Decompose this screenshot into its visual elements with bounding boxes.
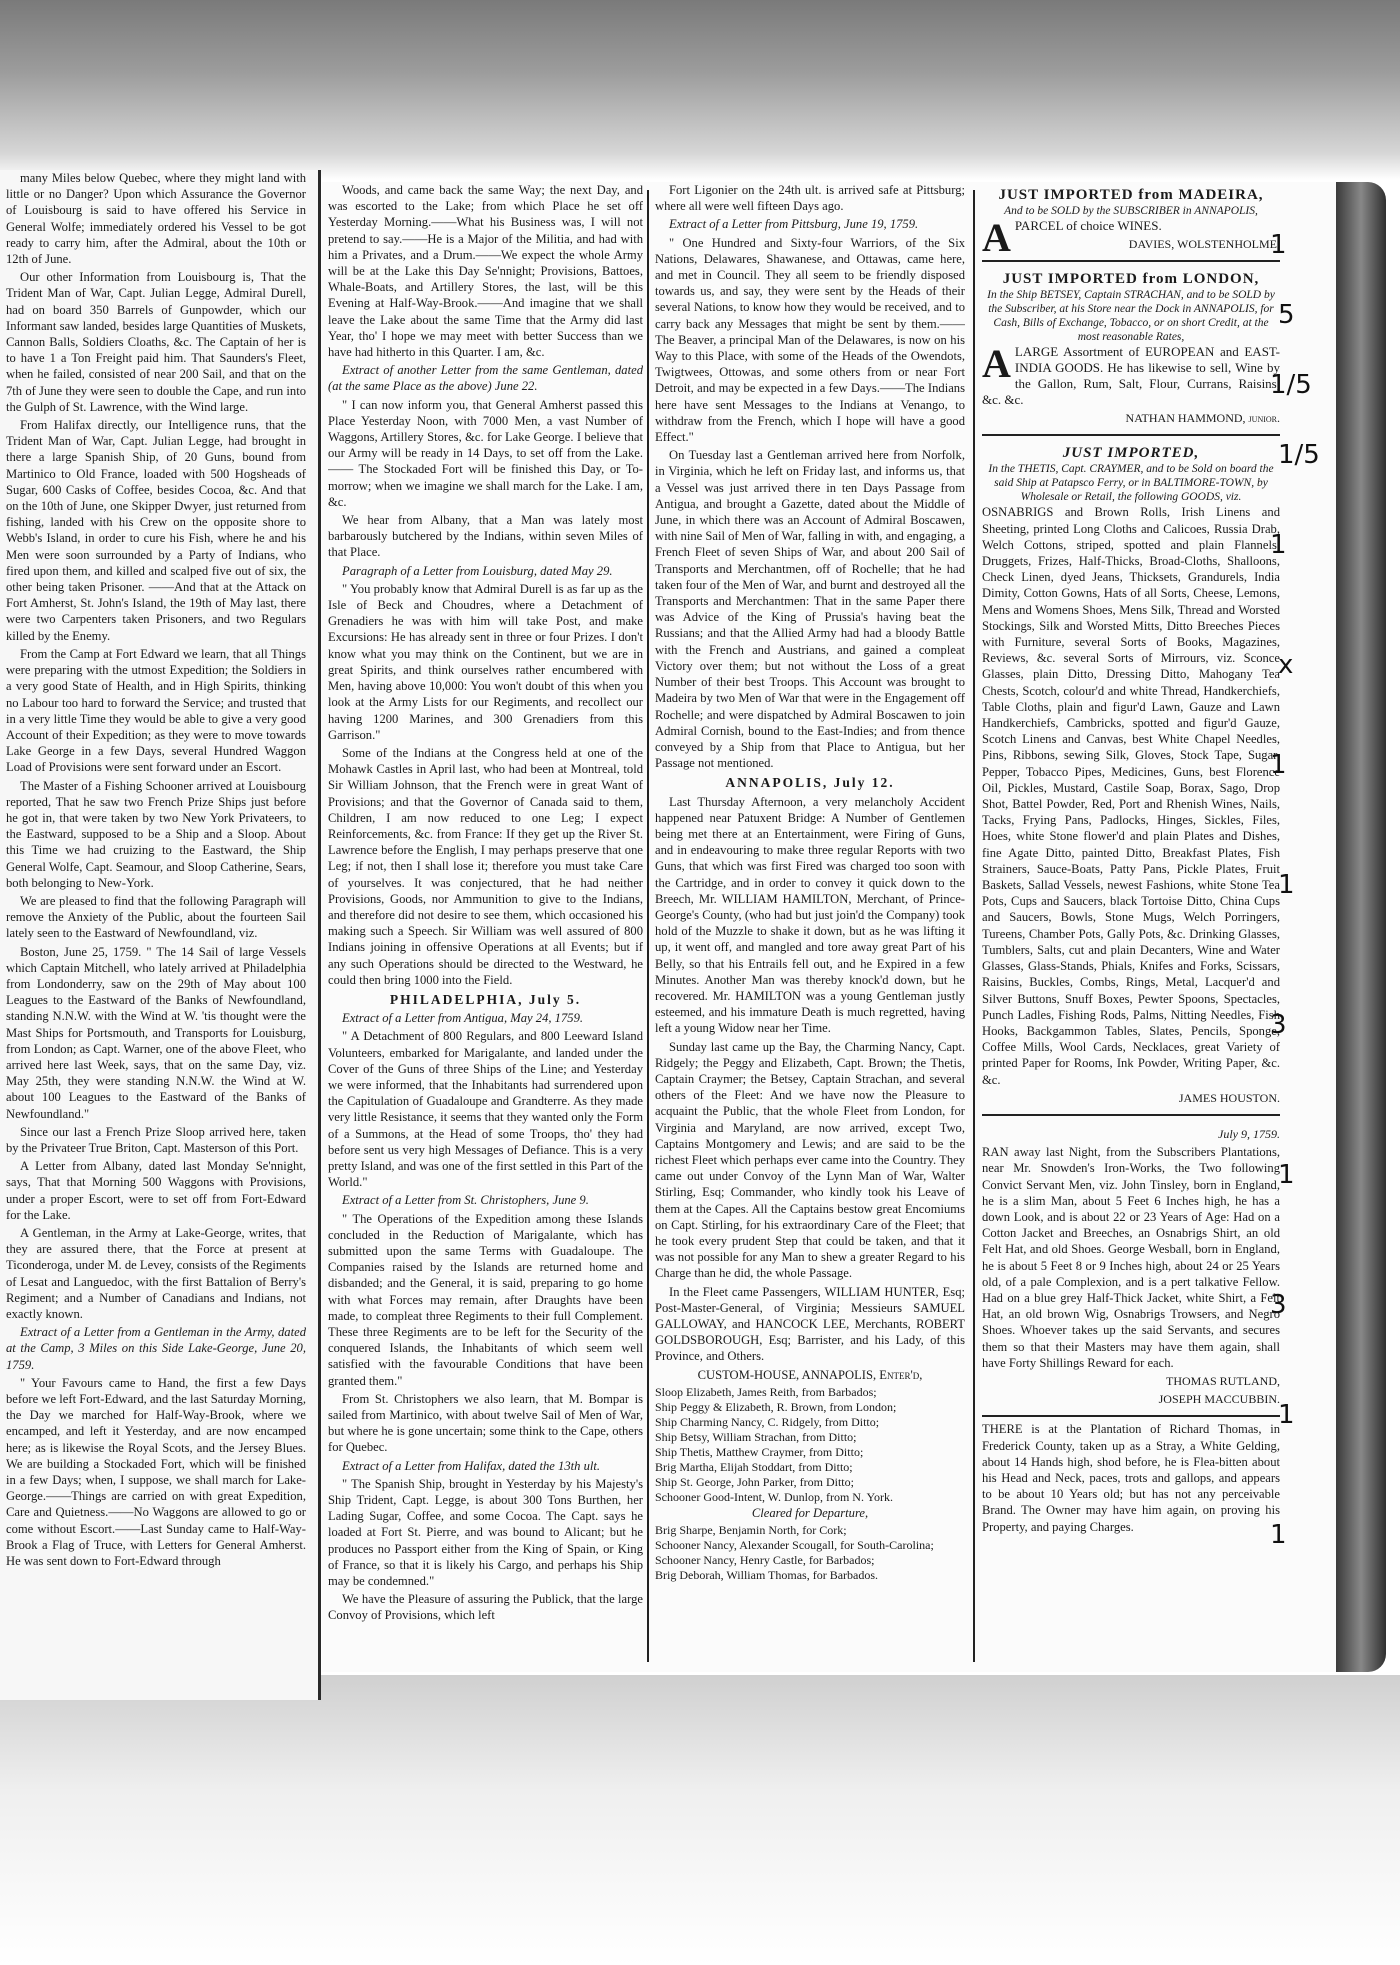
ad-signature: THOMAS RUTLAND,: [1166, 1373, 1280, 1388]
ship-entry: Schooner Good-Intent, W. Dunlop, from N. York.: [655, 1489, 893, 1504]
handwritten-margin-marks: [1270, 230, 1340, 1630]
margin-mark: 1: [1278, 1160, 1295, 1190]
news-paragraph: On Tuesday last a Gentleman arrived here from Norfolk, in Virginia, which he left on Friday last, and informs us, that a Vessel was just arrived there in ten Days Passage from Antigua, and brought a Gazette, dated about the Middle of June, in which there was an Account of Admiral Boscawen, with nine Sail of Men of War, falling in with, and engaging, a French Fleet of seven Ships of War, and about 200 Sail of Transports and Merchantmen, off of Rochelle; that he had taken four of the Men of War, and burnt and destroyed all the Transports and Merchantmen: That in the same Paper there was Advice of the King of Prussia's having beat the Russians; and that the Allied Army had had a bloody Battle with the French and Austrians, and gained a compleat Victory over them; but not without the Loss of a great Number of their best Troops. This Account was brought to Madeira by two Men of War that were in the Engagement off Rochelle; and were dispatched by Admiral Boscawen to join Admiral Cornish, bound to the East-Indies; and from thence conveyed by a Ship from that Place to Antigua, but her Passage not mentioned.: [655, 448, 965, 771]
news-paragraph: From the Camp at Fort Edward we learn, that all Things were preparing with the utmost Expedition; the Soldiers in a very good State of Health, and in High Spirits, thinking no Labour too hard to forward the Service; and trusted that in a very little Time they would be able to give a very good Account of their Expedition; as they were to move towards Lake George in a few Days, several Hundred Waggon Load of Provisions were sent forward under an Escort.: [6, 646, 306, 775]
ad-stray-gelding: [982, 1421, 1280, 1534]
margin-mark: 1/5: [1278, 440, 1320, 470]
news-paragraph: Extract of a Letter from Pittsburg, June 19, 1759.: [669, 217, 919, 232]
scanner-shadow-bottom: [0, 1675, 1400, 1965]
margin-mark: 1: [1278, 1400, 1295, 1430]
left-page: [0, 170, 321, 1700]
ship-entry: Ship Betsy, William Strachan, from Ditto;: [655, 1429, 857, 1444]
margin-mark: 1: [1270, 230, 1287, 260]
news-paragraph: " I can now inform you, that General Amherst passed this Place Yesterday Noon, with 7000 Men, a vast Number of Waggons, Artillery Stores, &c. for Lake George. I believe that our Army will be ready in 14 Days, to set off from the Lake.—— The Stockaded Fort will be finished this Day, or To-morrow; when we imagine we shall march for the Lake. I am, &c.: [328, 397, 643, 509]
news-paragraph: A Letter from Albany, dated last Monday Se'nnight, says, That that Morning 500 Waggons with Provisions, under a proper Escort, were to set off from Fort-Edward for the Lake.: [6, 1159, 306, 1222]
news-column-1: [328, 182, 643, 1672]
margin-mark: 1: [1270, 530, 1287, 560]
ship-entry: Ship Peggy & Elizabeth, R. Brown, from London;: [655, 1399, 897, 1414]
scanner-shadow-top: [0, 0, 1400, 180]
ad-london-goods: [982, 266, 1280, 436]
margin-mark: 5: [1278, 300, 1295, 330]
news-paragraph: Paragraph of a Letter from Louisburg, dated May 29.: [342, 563, 613, 578]
news-paragraph: " You probably know that Admiral Durell is as far up as the Isle of Beck and Choudres, where a Detachment of Grenadiers he was with him will take Post, and make Excursions: He has already sent in three or four Prizes. I don't know what you may think on the Continent, but we are in great Spirits, and think ourselves rather encumbered with Men, having above 10,000: You won't doubt of this when you look at the Army Lists for our Regiments, and recollect our having 1200 Marines, and 300 Grenadiers from this Garrison.": [328, 581, 643, 742]
news-paragraph: Since our last a French Prize Sloop arrived here, taken by the Privateer True Briton, Capt. Masterson of this Port.: [6, 1124, 306, 1155]
annapolis-heading: ANNAPOLIS, July 12.: [725, 775, 895, 791]
ship-entry: Sloop Elizabeth, James Reith, from Barbados;: [655, 1384, 877, 1399]
ad-body: OSNABRIGS and Brown Rolls, Irish Linens and Sheeting, printed Long Cloths and Calicoes, Russia Drab, Welch Cottons, striped, spotted and plain Flannels, Druggets, Frizes, Half-Thicks, Broad-Cloths, Shalloons, Check Linen, dyed Jeans, Thicksets, Grandurels, India Dimity, Cotton Gowns, Hats of all Sorts, Cheese, Lemons, Mens and Womens Shoes, Mens Silk, Thread and Worsted Stockings, Silk and Worsted Mitts, Ditto Breeches Pieces with Furniture, several Sorts of Books, Magazines, Reviews, &c. several Sorts of Mirrours, viz. Sconce Glasses, plain Ditto, Dressing Ditto, Mahogany Tea Chests, Scotch, colour'd and white Thread, Handkerchiefs, Table Cloths, plain and figur'd Lawn, Gauze and Lawn Handkerchiefs, Cambricks, spotted and figur'd Gauze, Scotch Linens and Canvas, best White Chapel Needles, Pins, Ribbons, sewing Silk, Gloves, Stock Tape, Sugar, Pepper, Tobacco Pipes, Medicines, Guns, best Florence Oil, Pickles, Mustard, Castile Soap, Borax, Sago, Drop Shot, Battel Powder, Red, Port and Rhenish Wines, Nails, Tacks, Frying Pans, Padlocks, Hinges, Sickles, Files, Hoes, white Stone flower'd and plain Plates and Dishes, fine Agate Ditto, painted Ditto, Breakfast Plates, Fish Strainers, Sauce-Boats, Patty Pans, Pickle Plates, Fruit Baskets, Sallad Vessels, newest Fashions, white Stone Tea Pots, Cups and Saucers, black Tortoise Ditto, China Cups and Saucers, Bowls, Stone Mugs, Welch Porringers, Tureens, Chamber Pots, Gally Pots, &c. Drinking Glasses, Tumblers, Salts, cut and plain Decanters, Wine and Water Glasses, Glass-Stands, Phials, Knifes and Forks, Scissars, Raisins, Buckles, Combs, Rings, Metal, Lacquer'd and Silver Buttons, Snuff Boxes, Pewter Spoons, Spectacles, Punch Ladles, Fishing Rods, Palms, Nitting Needles, Fish Hooks, Backgammon Tables, Slates, Pencils, Sponge, Coffee Mills, Wool Cards, Necklaces, great Variety of printed Paper for Rooms, Ink Powder, Writing Paper, &c. &c.: [982, 505, 1280, 1087]
ship-entry: Brig Martha, Elijah Stoddart, from Ditto;: [655, 1459, 853, 1474]
philadelphia-heading: PHILADELPHIA, July 5.: [389, 991, 582, 1007]
ad-date: July 9, 1759.: [1218, 1126, 1280, 1141]
advertisements-column: [982, 182, 1280, 1672]
news-paragraph: Extract of another Letter from the same Gentleman, dated (at the same Place as the above) June 22.: [328, 363, 643, 394]
news-paragraph: Our other Information from Louisbourg is, That the Trident Man of War, Capt. Julian Legge, Admiral Durell, had on board 350 Barrels of Gunpowder, which our Informant saw landed, besides large Quantities of Muskets, Cannon Balls, Soldiers Cloaths, &c. The Captain of her is to have 1 a Ton Freight paid him. That Saunders's Fleet, when he failed, consisted of near 200 Sail, and that on the 7th of June they were seen to double the Cape, and run into the Gulph of St. Lawrence, with the Wind large.: [6, 270, 306, 414]
ad-subheading: In the Ship BETSEY, Captain STRACHAN, and to be SOLD by the Subscriber, at his Store near the Dock in ANNAPOLIS, for Cash, Bills of Exchange, Tobacco, or on short Credit, at the most reasonable Rates,: [987, 289, 1275, 344]
news-paragraph: Extract of a Letter from Antigua, May 24, 1759.: [342, 1011, 584, 1026]
ship-cleared: Schooner Nancy, Alexander Scougall, for South-Carolina;: [655, 1538, 934, 1553]
ad-madeira-wines: [982, 182, 1280, 262]
news-paragraph: " The Spanish Ship, brought in Yesterday by his Majesty's Ship Trident, Capt. Legge, is about 300 Tons Burthen, her Lading Sugar, Coffee, and some Cocoa. The Capt. says he loaded at Fort St. Pierre, and was bound to Alicant; but he produces no Passport either from the King of Spain, or King of France, so that it is likely his Cargo, and perhaps his Ship may be condemned.": [328, 1476, 643, 1589]
news-paragraph: Last Thursday Afternoon, a very melancholy Accident happened near Patuxent Bridge: A Number of Gentlemen being met there at an Entertainment, were Firing of Guns, and in endeavouring to make three regular Reports with two Guns, that which was first Fired was charged too soon with the Cartridge, and in order to convey it quick down to the Breech, Mr. WILLIAM HAMILTON, Merchant, of Prince-George's County, (who had but just join'd the Company) took hold of the Muzzle to shake it down, but as he was lifting it up, it went off, and mangled and tore away great Part of his Belly, so that his Entrails fell out, and he Expired in a few Minutes. Another Man was thereby knock'd down, but he recovered. Mr. HAMILTON was a young Gentleman justly esteemed, and his immature Death is much regretted, having left a young Widow near her Time.: [655, 794, 965, 1036]
book-binding: [1336, 182, 1386, 1672]
margin-mark: 3: [1270, 1290, 1287, 1320]
news-paragraph: " The Operations of the Expedition among these Islands concluded in the Reduction of Marigalante, which has submitted upon the same Terms with Guadaloupe. The Companies raised by the Islands are returned home and disbanded; and the General, it is said, preparing to go home with what Forces may remain, after Draughts have been made, to compleat three Regiments to their full Complement. These three Regiments are to be left for the Security of the conquered Islands, the Inhabitants of which seem well satisfied with the favourable Conditions that have been granted them.": [328, 1211, 643, 1388]
left-page-column: [6, 170, 306, 1700]
news-column-2: [655, 182, 965, 1672]
news-paragraph: Extract of a Letter from Halifax, dated the 13th ult.: [342, 1458, 601, 1473]
news-paragraph: From St. Christophers we also learn, that M. Bompar is sailed from Martinico, with about twelve Sail of Men of War, but where he is gone uncertain; some think to the Cape, others for Quebec.: [328, 1391, 643, 1455]
ad-heading: JUST IMPORTED,: [1062, 445, 1200, 462]
news-paragraph: many Miles below Quebec, where they might land with little or no Danger? Upon which Assurance the Governor of Louisbourg is said to have offered his Service in General Wolfe; immediately ordered his Vessel to be got ready to carry him, after the Admiral, about the 10th or 12th of June.: [6, 171, 306, 267]
newspaper-page: [322, 182, 1337, 1672]
ad-body: APARCEL of choice WINES.: [982, 215, 1162, 260]
ship-entry: Ship Thetis, Matthew Craymer, from Ditto;: [655, 1444, 864, 1459]
news-paragraph: We have the Pleasure of assuring the Publick, that the large Convoy of Provisions, which left: [328, 1592, 643, 1623]
news-paragraph: " A Detachment of 800 Regulars, and 800 Leeward Island Volunteers, embarked for Marigalante, and landed under the Cover of the Guns of three Ships of the Line; and Yesterday we were informed, that the Inhabitants had surrendered upon the Capitulation of Guadaloupe and Grandterre. As they made very little Resistance, it seems that they wanted only the Form of a Summons, at the Head of some Troops, tho' they had before sent us very high Messages of Defiance. This is a very pretty Island, and was one of the first settled in this Part of the World.": [328, 1029, 643, 1190]
column-rule: [647, 190, 649, 1662]
customs-heading: CUSTOM-HOUSE, ANNAPOLIS, Enter'd,: [697, 1367, 923, 1382]
ad-heading: JUST IMPORTED from LONDON,: [1002, 271, 1260, 288]
news-paragraph: Extract of a Letter from St. Christophers, June 9.: [342, 1193, 589, 1208]
ad-heading: JUST IMPORTED from MADEIRA,: [998, 187, 1264, 203]
ad-body: ALARGE Assortment of EUROPEAN and EAST-INDIA GOODS. He has likewise to sell, Wine by the Gallon, Rum, Salt, Flour, Currans, Raisins, &c. &c.: [982, 341, 1280, 408]
ship-cleared: Schooner Nancy, Henry Castle, for Barbados;: [655, 1553, 875, 1568]
margin-mark: 1/5: [1270, 370, 1312, 400]
ad-signature: DAVIES, WOLSTENHOLME.: [1128, 237, 1280, 251]
margin-mark: 1: [1270, 1520, 1287, 1550]
ad-body: THERE is at the Plantation of Richard Thomas, in Frederick County, taken up as a Stray, a White Gelding, about 14 Hands high, shod before, he is Flea-bitten about his Head and Neck, paces, trots and gallops, and appears to be about 10 Years old; but has not any perceivable Brand. The Owner may have him again, on proving his Property, and paying Charges.: [982, 1422, 1280, 1534]
news-paragraph: The Master of a Fishing Schooner arrived at Louisbourg reported, That he saw two French Prize Ships just before he got in, that were taken by two New York Privateers, to the Eastward, supposed to be a Ship and a Sloop. About this Time we had cruizing to the Eastward, the Ship General Wolfe, Capt. Seamour, and Sloop Catherine, Sears, both belonging to New-York.: [6, 778, 306, 890]
news-paragraph: Sunday last came up the Bay, the Charming Nancy, Capt. Ridgely; the Peggy and Elizabeth, Capt. Brown; the Thetis, Captain Craymer; the Betsey, Captain Strachan, and several others of the Fleet: And we have now the Pleasure to acquaint the Public, that the whole Fleet from London, for Virginia and Maryland, are now arrived, except Two, Captains Montgomery and Lewis; and are said to be the richest Fleet which perhaps ever came into the Country. They came out under Convoy of the Lynn Man of War, Walter Stirling, Esq; Commander, who kindly took his Leave of them at the Capes. All the Captains bestow great Encomiums on Capt. Stirling, for his extraordinary Care of the Fleet; that he took every prudent Step that could be taken, and that it was not possible for any Man to shew a greater Regard to his Charge than he did, the whole Passage.: [655, 1039, 965, 1281]
ad-body: RAN away last Night, from the Subscribers Plantations, near Mr. Snowden's Iron-Works, the Two following Convict Servant Men, viz. John Tinsley, born in England, he is a slim Man, about 5 Feet 6 Inches high, he has a down Look, and is about 22 or 23 Years of Age: Had on a Cotton Jacket and Breeches, an Osnabrigs Shirt, an old Felt Hat, and old Shoes. George Wesball, born in England, he is about 5 Feet 8 or 9 Inches high, about 24 or 25 Years old, of a pale Complexion, and is a pert talkative Fellow. Had on a blue grey Half-Thick Jacket, white Shirt, a Felt Hat, an old brown Wig, Osnabrigs Trowsers, and Negro Shoes. Whoever takes up the said Servants, and secures them so that their Masters may have them again, shall have Forty Shillings Reward for each.: [982, 1145, 1280, 1370]
ad-signature: JOSEPH MACCUBBIN.: [1158, 1392, 1280, 1407]
news-paragraph: We hear from Albany, that a Man was lately most barbarously butchered by the Indians, within seven Miles of that Place.: [328, 513, 643, 560]
ad-subheading: In the THETIS, Capt. CRAYMER, and to be Sold on board the said Ship at Patapsco Ferry, or in BALTIMORE-TOWN, by Wholesale or Retail, the following GOODS, viz.: [988, 463, 1274, 504]
ad-subheading: And to be SOLD by the SUBSCRIBER in ANNAPOLIS,: [1004, 205, 1258, 217]
margin-mark: 1: [1270, 750, 1287, 780]
ad-signature: JAMES HOUSTON.: [1178, 1090, 1280, 1105]
ship-cleared: Brig Deborah, William Thomas, for Barbados.: [655, 1568, 879, 1583]
drop-cap: A: [982, 341, 1011, 387]
news-paragraph: Woods, and came back the same Way; the next Day, and was escorted to the Lake; from which Place he set off Yesterday Morning.——What his Business was, I will not pretend to say.——He is a Major of the Militia, and had with him a Privates, and a Drum.——We expect the whole Army will be at the Lake this Day Se'nnight; Provisions, Battoes, Whale-Boats, and Artillery Stores, the last, will be this Evening at Half-Way-Brook.——And imagine that we shall leave the Lake about the same Time that the Army did last Year, tho' I hope we may meet with better Success than we have had hitherto in this Quarter. I am, &c.: [328, 183, 643, 360]
news-paragraph: Fort Ligonier on the 24th ult. is arrived safe at Pittsburg; where all were well fifteen Days ago.: [655, 183, 965, 214]
ad-thetis-goods: [982, 440, 1280, 1116]
drop-cap: A: [982, 215, 1011, 260]
margin-mark: 3: [1270, 1010, 1287, 1040]
column-rule: [973, 190, 975, 1662]
news-paragraph: Some of the Indians at the Congress held at one of the Mohawk Castles in April last, who had been at Montreal, told Sir William Johnson, that the French were in great Want of Provisions; and that the Governor of Canada said to them, Children, I am now reduced to one Leg; I expect Reinforcements, &c. from France: If they get up the River St. Lawrence before the English, I may perhaps preserve that one Leg; if not, then I shall lose it; therefore you must take Care of yourselves. It was conjectured, that he had neither Provisions, Goods, nor Ammunition to give to the Indians, and therefore did not desire to see them, which occasioned his making such a Speech. Sir William was well assured of 800 Indians joining in offensive Operations at all Events; but if any such Operations should be directed to the Westward, he could then bring 1000 into the Field.: [328, 745, 643, 987]
news-paragraph: Boston, June 25, 1759. " The 14 Sail of large Vessels which Captain Mitchell, who lately arrived at Philadelphia from Londonderry, saw on the 29th of May about 100 Leagues to the Eastward of the Banks of Newfoundland, standing N.N.W. with the Wind at W. 'tis thought were the Mast Ships for Portsmouth, and Transports for Louisburg, from London; as Capt. Warner, one of the above Fleet, who arrived here last Week, says, that on the same Day, viz. May 25th, they were standing N.N.W. the Wind at W. about 100 Leagues to the Eastward of the Banks of Newfoundland.": [6, 944, 306, 1121]
news-paragraph: From Halifax directly, our Intelligence runs, that the Trident Man of War, Capt. Julian Legge, had brought in there a large Spanish Ship, of 20 Guns, bound from Martinico to Old France, loaded with 500 Hogsheads of Sugar, 600 Casks of Coffee, besides Cocoa, &c. And that on the 10th of June, one Skipper Dwyer, just returned from fishing, landed with his Crew on the opposite shore to Webb's Island, in order to cure his Fish, where he and his Men were soon surrounded by a Party of Indians, who fired upon them, and killed and scalped five out of six, the other being taken Prisoner. ——And that at the Attack on Fort Amherst, St. John's Island, the 19th of May last, there were two Carpenters taken Prisoners, and two Regulars killed by the Enemy.: [6, 418, 306, 643]
news-paragraph: " One Hundred and Sixty-four Warriors, of the Six Nations, Delawares, Shawanese, and Ottawas, came here, and met in Council. They all seem to be friendly disposed towards us, and say, they were sent by the Heads of their several Nations, to know how they would be received, and to carry back any Messages that might be sent by them.——The Beaver, a principal Man of the Delawares, is now on his Way to this Place, with some of the Heads of the Owendots, Twigtwees, Ottowas, and some others from or near Fort Detroit, and may be expected in a few Days.——The Indians here have sent Messages to the Indians at Venango, to withdraw from the French, which I hope will have a good Effect.": [655, 235, 965, 445]
news-paragraph: " Your Favours came to Hand, the first a few Days before we left Fort-Edward, and the last Saturday Morning, the Day we marched for Half-Way-Brook, where we encamped, and left it Yesterday, and are now encamped here; as is likewise the Royal Scots, and the Jersey Blues. We are building a Stockaded Fort, which will be finished in a few Days; when, I suppose, we shall march for Lake-George.——Things are carried on with great Expedition, Care and Quietness.——No Waggons are allowed to go or come without Escort.——Last Sunday came to Half-Way-Brook a Flag of Truce, with Letters for General Amherst. He was sent down to Fort-Edward through: [6, 1375, 306, 1569]
margin-mark: 1: [1278, 870, 1295, 900]
cleared-heading: Cleared for Departure,: [751, 1505, 869, 1520]
news-paragraph: We are pleased to find that the following Paragraph will remove the Anxiety of the Public, about the fourteen Sail lately seen to the Eastward of Newfoundland, viz.: [6, 893, 306, 941]
news-paragraph: Extract of a Letter from a Gentleman in the Army, dated at the Camp, 3 Miles on this Side Lake-George, June 20, 1759.: [6, 1325, 306, 1372]
news-paragraph: A Gentleman, in the Army at Lake-George, writes, that they are assured there, that the Force at present at Ticonderoga, under M. de Levey, consists of the Regiments of Lesat and Languedoc, with the first Battalion of Berry's Regiment; and a Number of Canadians and Indians, not exactly known.: [6, 1226, 306, 1322]
ship-cleared: Brig Sharpe, Benjamin North, for Cork;: [655, 1523, 847, 1538]
ad-runaway-servants: [982, 1120, 1280, 1417]
margin-mark: x: [1278, 650, 1294, 680]
ship-entry: Ship Charming Nancy, C. Ridgely, from Ditto;: [655, 1414, 880, 1429]
ad-signature: NATHAN HAMMOND, junior.: [1125, 411, 1280, 426]
ship-entry: Ship St. George, John Parker, from Ditto;: [655, 1474, 854, 1489]
news-paragraph: In the Fleet came Passengers, WILLIAM HUNTER, Esq; Post-Master-General, of Virginia; Messieurs SAMUEL GALLOWAY, and HANCOCK LEE, Merchants, ROBERT GOLDSBOROUGH, Esq; Barrister, and his Lady, of this Province, and Others.: [655, 1284, 965, 1364]
